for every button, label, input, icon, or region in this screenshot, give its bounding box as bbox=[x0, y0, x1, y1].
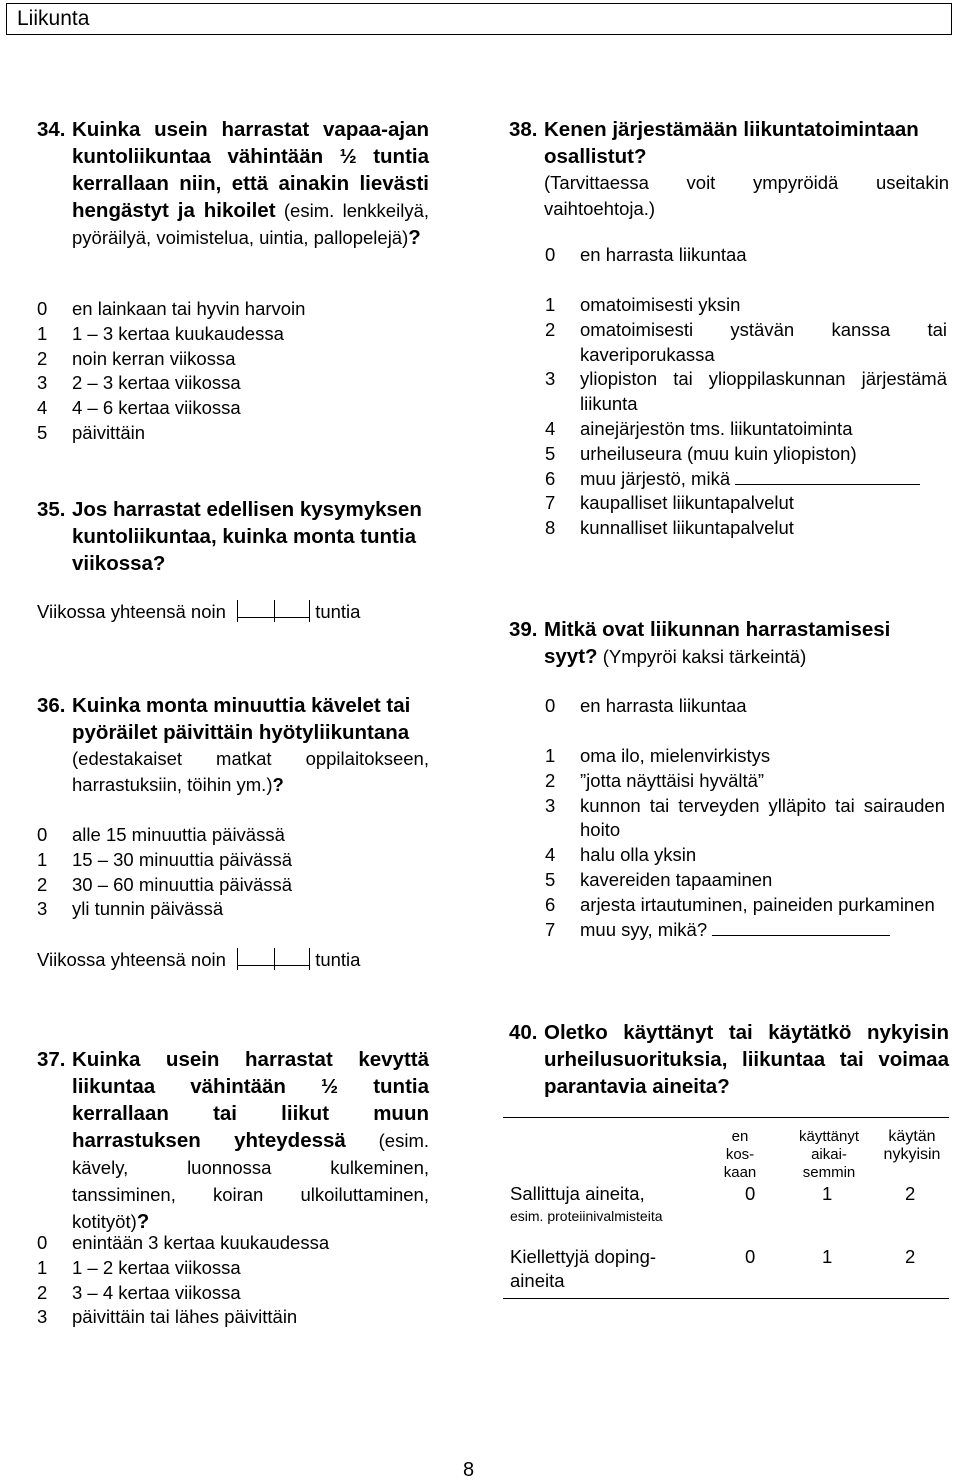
question-text: Oletko käyttänyt tai käytätkö nykyisin urheilusuorituksia, liikuntaa tai voimaa parantavia aineita? bbox=[544, 1021, 949, 1098]
answer-suffix: tuntia bbox=[315, 601, 361, 622]
q38-options bbox=[545, 293, 947, 541]
answer-prefix: Viikossa yhteensä noin bbox=[37, 601, 226, 622]
row-label-doping: Kiellettyjä doping- aineita bbox=[510, 1246, 657, 1291]
allowed-value-currently[interactable]: 2 bbox=[905, 1183, 916, 1204]
section-title: Liikunta bbox=[17, 7, 90, 30]
question-text: Jos harrastat edellisen kysymyksen kuntoliikuntaa, kuinka monta tuntia viikossa? bbox=[72, 498, 422, 575]
doping-value-currently[interactable]: 2 bbox=[905, 1246, 916, 1267]
question-text: Kuinka usein harrastat kevyttä liikuntaa vähintään ½ tuntia kerrallaan tai liikut muun harrastuksen yhteydessä (esim. kävely, luonnossa kulkeminen, tanssiminen, koiran ulkoiluttaminen, kotityöt)? bbox=[72, 1048, 429, 1233]
option-item[interactable]: 5 urheiluseura (muu kuin yliopiston) bbox=[545, 442, 857, 464]
option-item[interactable]: 0 enintään 3 kertaa kuukaudessa bbox=[37, 1232, 330, 1253]
option-item[interactable]: 1 oma ilo, mielenvirkistys bbox=[545, 745, 771, 766]
question-number: 36. bbox=[37, 694, 66, 717]
question-number: 35. bbox=[37, 498, 66, 521]
option-item[interactable]: 3 kunnon tai terveyden ylläpito tai sairauden hoito bbox=[545, 794, 945, 841]
question-text: Mitkä ovat liikunnan harrastamisesi syyt? (Ympyröi kaksi tärkeintä) bbox=[544, 618, 891, 668]
option-item[interactable]: 0 alle 15 minuuttia päivässä bbox=[37, 824, 285, 845]
question-text: Kuinka monta minuuttia kävelet tai pyöräilet päivittäin hyötyliikuntana (edestakaiset matkat oppilaitokseen, harrastuksiin, töihin ym.)? bbox=[72, 694, 429, 795]
hours-input-tens[interactable] bbox=[238, 947, 274, 966]
q38-option-0 bbox=[509, 243, 949, 268]
question-text: Kenen järjestämään liikuntatoimintaan osallistut? (Tarvittaessa voit ympyröidä useitakin vaihtoehtoja.) bbox=[544, 118, 949, 219]
question-39 bbox=[509, 616, 949, 670]
question-36 bbox=[37, 692, 429, 798]
question-34 bbox=[37, 116, 429, 251]
q36-options bbox=[37, 823, 429, 922]
question-35 bbox=[37, 496, 429, 577]
option-item[interactable]: 7 kaupalliset liikuntapalvelut bbox=[545, 492, 794, 514]
question-number: 37. bbox=[37, 1048, 66, 1071]
option-item[interactable]: 7 muu syy, mikä? bbox=[545, 918, 945, 943]
column-header-earlier: käyttänyt aikai- semmin bbox=[798, 1128, 860, 1181]
row-label-allowed: Sallittuja aineita, esim. proteiinivalmisteita bbox=[510, 1183, 663, 1224]
q35-answer bbox=[37, 599, 437, 625]
q34-options bbox=[37, 297, 429, 446]
option-item[interactable]: 3 2 – 3 kertaa viikossa bbox=[37, 372, 241, 394]
question-number: 40. bbox=[509, 1021, 538, 1044]
option-item[interactable]: 3 yli tunnin päivässä bbox=[37, 898, 224, 920]
section-header bbox=[6, 3, 952, 35]
allowed-value-earlier[interactable]: 1 bbox=[822, 1183, 833, 1204]
question-text: Kuinka usein harrastat vapaa-ajan kuntoliikuntaa vähintään ½ tuntia kerrallaan niin, että ainakin lievästi hengästyt ja hikoilet (esim. lenkkeilyä, pyöräilyä, voimistelua, uintia, pallopelejä)? bbox=[72, 118, 429, 249]
option-item[interactable]: 8 kunnalliset liikuntapalvelut bbox=[545, 517, 794, 539]
question-number: 34. bbox=[37, 118, 66, 141]
option-item[interactable]: 2 noin kerran viikossa bbox=[37, 347, 236, 369]
column-header-never: en kos- kaan bbox=[723, 1128, 757, 1181]
option-item[interactable]: 5 kavereiden tapaaminen bbox=[545, 868, 773, 890]
q39-options bbox=[545, 744, 945, 942]
option-item[interactable]: 5 päivittäin bbox=[37, 421, 146, 443]
question-37 bbox=[37, 1046, 429, 1235]
option-item[interactable]: 4 ainejärjestön tms. liikuntatoiminta bbox=[545, 417, 853, 439]
option-item[interactable]: 1 1 – 3 kertaa kuukaudessa bbox=[37, 322, 284, 344]
option-item[interactable]: 4 halu olla yksin bbox=[545, 844, 697, 866]
answer-suffix: tuntia bbox=[315, 949, 361, 970]
doping-value-never[interactable]: 0 bbox=[745, 1246, 756, 1267]
hours-input-ones[interactable] bbox=[275, 947, 309, 966]
question-38 bbox=[509, 116, 949, 222]
option-item[interactable]: 2 30 – 60 minuuttia päivässä bbox=[37, 873, 293, 895]
option-item[interactable]: 2 3 – 4 kertaa viikossa bbox=[37, 1281, 241, 1303]
doping-value-earlier[interactable]: 1 bbox=[822, 1246, 833, 1267]
option-item[interactable]: 0 en harrasta liikuntaa bbox=[545, 695, 747, 716]
option-item[interactable]: 1 omatoimisesti yksin bbox=[545, 294, 741, 315]
table-top-rule bbox=[503, 1117, 949, 1118]
other-reason-input[interactable] bbox=[712, 921, 890, 936]
option-item[interactable]: 2 ”jotta näyttäisi hyvältä” bbox=[545, 769, 765, 791]
option-item[interactable]: 0 en lainkaan tai hyvin harvoin bbox=[37, 298, 306, 319]
answer-prefix: Viikossa yhteensä noin bbox=[37, 949, 226, 970]
option-item[interactable]: 4 4 – 6 kertaa viikossa bbox=[37, 397, 241, 419]
q39-option-0 bbox=[509, 694, 949, 719]
option-item[interactable]: 1 1 – 2 kertaa viikossa bbox=[37, 1256, 241, 1278]
option-item[interactable]: 6 muu järjestö, mikä bbox=[545, 467, 947, 492]
other-organization-input[interactable] bbox=[735, 470, 920, 485]
page-number: 8 bbox=[463, 1459, 475, 1481]
option-item[interactable]: 3 päivittäin tai lähes päivittäin bbox=[37, 1306, 298, 1328]
question-40 bbox=[509, 1019, 949, 1100]
option-item[interactable]: 0 en harrasta liikuntaa bbox=[545, 244, 747, 265]
table-bottom-rule bbox=[503, 1298, 949, 1299]
hours-input-tens[interactable] bbox=[238, 599, 274, 618]
option-item[interactable]: 2 omatoimisesti ystävän kanssa tai kaveriporukassa bbox=[545, 318, 947, 365]
hours-input-ones[interactable] bbox=[275, 599, 309, 618]
q37-options bbox=[37, 1231, 429, 1330]
option-item[interactable]: 6 arjesta irtautuminen, paineiden purkaminen bbox=[545, 893, 935, 915]
option-item[interactable]: 3 yliopiston tai ylioppilaskunnan järjestämä liikunta bbox=[545, 368, 947, 415]
column-header-currently: käytän nykyisin bbox=[883, 1128, 941, 1163]
allowed-value-never[interactable]: 0 bbox=[745, 1183, 756, 1204]
q36-answer bbox=[37, 947, 437, 973]
question-number: 39. bbox=[509, 618, 538, 641]
option-item[interactable]: 1 15 – 30 minuuttia päivässä bbox=[37, 848, 293, 870]
question-number: 38. bbox=[509, 118, 538, 141]
